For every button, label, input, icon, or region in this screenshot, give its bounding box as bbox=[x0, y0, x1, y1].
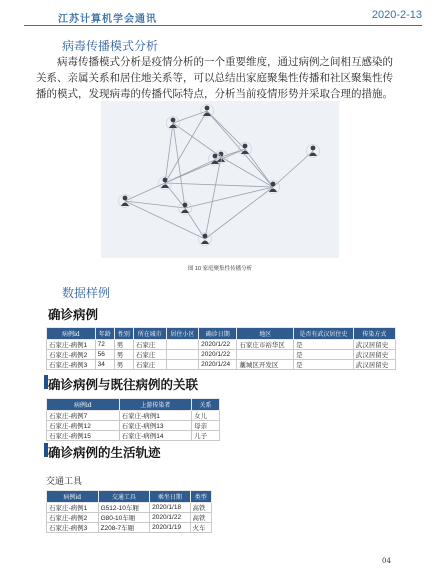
table-row bbox=[47, 431, 220, 441]
table-cell: 2020/1/19 bbox=[150, 523, 190, 533]
issue-date: 2020-2-13 bbox=[371, 9, 422, 21]
table-cell: 2020/1/22 bbox=[199, 340, 237, 350]
column-header: 是否有武汉居住史 bbox=[294, 328, 354, 340]
graph-edge bbox=[207, 111, 273, 187]
journal-title: 江苏计算机学会通讯 bbox=[58, 14, 157, 25]
transport-label: 交通工具 bbox=[46, 476, 83, 486]
table-cell: 石家庄-病例12 bbox=[47, 421, 120, 431]
table-cell: 石家庄-病例1 bbox=[47, 340, 96, 350]
column-header: 所在城市 bbox=[133, 328, 166, 340]
table-cell: 儿子 bbox=[192, 431, 220, 441]
column-header: 居住小区 bbox=[166, 328, 199, 340]
paragraph-line-2: 关系、亲属关系和居住地关系等，可以总结出家庭聚集性传播和社区聚集性传 bbox=[36, 72, 393, 84]
column-header: 年龄 bbox=[95, 328, 114, 340]
column-header: 地区 bbox=[237, 328, 294, 340]
graph-edge bbox=[245, 149, 273, 187]
table-cell: 石家庄-病例14 bbox=[119, 431, 192, 441]
table-header-row bbox=[47, 328, 396, 340]
table-row bbox=[47, 340, 396, 350]
table-cell: 高铁 bbox=[190, 513, 211, 523]
graph-edge bbox=[165, 183, 273, 187]
page-header bbox=[24, 6, 422, 26]
figure-caption: 图 10 家庭聚集性传播分析 bbox=[187, 266, 253, 272]
column-header: 类型 bbox=[190, 491, 211, 503]
table-cell: 石家庄-病例1 bbox=[47, 503, 99, 513]
table-row bbox=[47, 360, 396, 370]
table-row bbox=[47, 513, 212, 523]
table-cell: 2020/1/22 bbox=[199, 350, 237, 360]
column-header: 病例id bbox=[47, 399, 120, 411]
table-cell: 火车 bbox=[190, 523, 211, 533]
graph-edge bbox=[207, 111, 245, 149]
table-cell bbox=[166, 350, 199, 360]
column-header: 传染方式 bbox=[353, 328, 395, 340]
table-cell: 男 bbox=[114, 360, 133, 370]
table-cell: 男 bbox=[114, 350, 133, 360]
table-row bbox=[47, 421, 220, 431]
table-cell: 石家庄 bbox=[133, 340, 166, 350]
table-cell: 是 bbox=[294, 350, 354, 360]
confirmed-cases-table bbox=[46, 327, 396, 370]
table-cell: 武汉居留史 bbox=[353, 340, 395, 350]
graph-edge bbox=[165, 123, 173, 183]
table-cell: 石家庄 bbox=[133, 350, 166, 360]
table-cell: 石家庄-病例3 bbox=[47, 523, 99, 533]
table-cell: 2020/1/22 bbox=[150, 513, 190, 523]
network-graph bbox=[101, 101, 339, 258]
table-header-row bbox=[47, 399, 220, 411]
column-header: 乘坐日期 bbox=[150, 491, 190, 503]
table-header-row bbox=[47, 491, 212, 503]
table-cell: 34 bbox=[95, 360, 114, 370]
paragraph-line-1: 病毒传播模式分析是疫情分析的一个重要维度，通过病例之间相互感染的 bbox=[57, 56, 393, 68]
travel-trajectory-table bbox=[46, 490, 212, 533]
column-header: 交通工具 bbox=[98, 491, 150, 503]
transmission-network-figure bbox=[101, 101, 339, 258]
table-cell: 72 bbox=[95, 340, 114, 350]
table-cell: 是 bbox=[294, 360, 354, 370]
table-cell: 男 bbox=[114, 340, 133, 350]
table-cell: 武汉居留史 bbox=[353, 360, 395, 370]
graph-edge bbox=[273, 151, 313, 187]
table-cell: 石家庄-病例2 bbox=[47, 513, 99, 523]
column-header: 性别 bbox=[114, 328, 133, 340]
graph-edge bbox=[205, 157, 221, 239]
table-row bbox=[47, 350, 396, 360]
section-title-spread-pattern: 病毒传播模式分析 bbox=[62, 39, 159, 53]
table-cell: 是 bbox=[294, 340, 354, 350]
table-row bbox=[47, 503, 212, 513]
table-cell: 石家庄-病例2 bbox=[47, 350, 96, 360]
column-header: 上游传染者 bbox=[119, 399, 192, 411]
table-cell bbox=[237, 350, 294, 360]
paragraph-line-3: 播的模式，发现病毒的传播代际特点，分析当前疫情形势并采取合理的措施。 bbox=[36, 88, 393, 100]
column-header: 病例id bbox=[47, 491, 99, 503]
table-cell: G80-10车厢 bbox=[98, 513, 150, 523]
table-cell: 女儿 bbox=[192, 411, 220, 421]
table-cell: 石家庄-病例7 bbox=[47, 411, 120, 421]
body-paragraph bbox=[36, 54, 412, 102]
column-header: 病例id bbox=[47, 328, 96, 340]
page-number: 04 bbox=[382, 557, 391, 565]
table-cell: 石家庄 bbox=[133, 360, 166, 370]
table2-heading: 确诊病例与既往病例的关联 bbox=[48, 378, 199, 392]
table-cell: 石家庄-病例3 bbox=[47, 360, 96, 370]
table-cell: 石家庄-病例15 bbox=[47, 431, 120, 441]
table-cell: 石家庄-病例13 bbox=[119, 421, 192, 431]
table-cell: 母亲 bbox=[192, 421, 220, 431]
table-cell: 2020/1/24 bbox=[199, 360, 237, 370]
table-cell: 藁城区开发区 bbox=[237, 360, 294, 370]
table1-heading: 确诊病例 bbox=[48, 308, 99, 322]
column-header: 关系 bbox=[192, 399, 220, 411]
table3-heading: 确诊病例的生活轨迹 bbox=[48, 446, 161, 460]
header-divider bbox=[24, 25, 422, 26]
table-cell: 56 bbox=[95, 350, 114, 360]
graph-edge bbox=[173, 111, 207, 123]
table-cell: 石家庄-病例1 bbox=[119, 411, 192, 421]
table-cell bbox=[166, 360, 199, 370]
graph-edge bbox=[165, 111, 207, 183]
section-title-data-samples: 数据样例 bbox=[62, 286, 111, 300]
table-cell: 石家庄市裕华区 bbox=[237, 340, 294, 350]
table-row bbox=[47, 523, 212, 533]
table-cell: 武汉居留史 bbox=[353, 350, 395, 360]
case-relation-table bbox=[46, 398, 220, 441]
table-cell: 高铁 bbox=[190, 503, 211, 513]
table-cell: 2020/1/18 bbox=[150, 503, 190, 513]
table-cell: Z208-7车厢 bbox=[98, 523, 150, 533]
table-row bbox=[47, 411, 220, 421]
table-cell bbox=[166, 340, 199, 350]
column-header: 确诊日期 bbox=[199, 328, 237, 340]
graph-edge bbox=[125, 201, 185, 208]
table-cell: G512-10车厢 bbox=[98, 503, 150, 513]
graph-edge bbox=[221, 157, 273, 187]
